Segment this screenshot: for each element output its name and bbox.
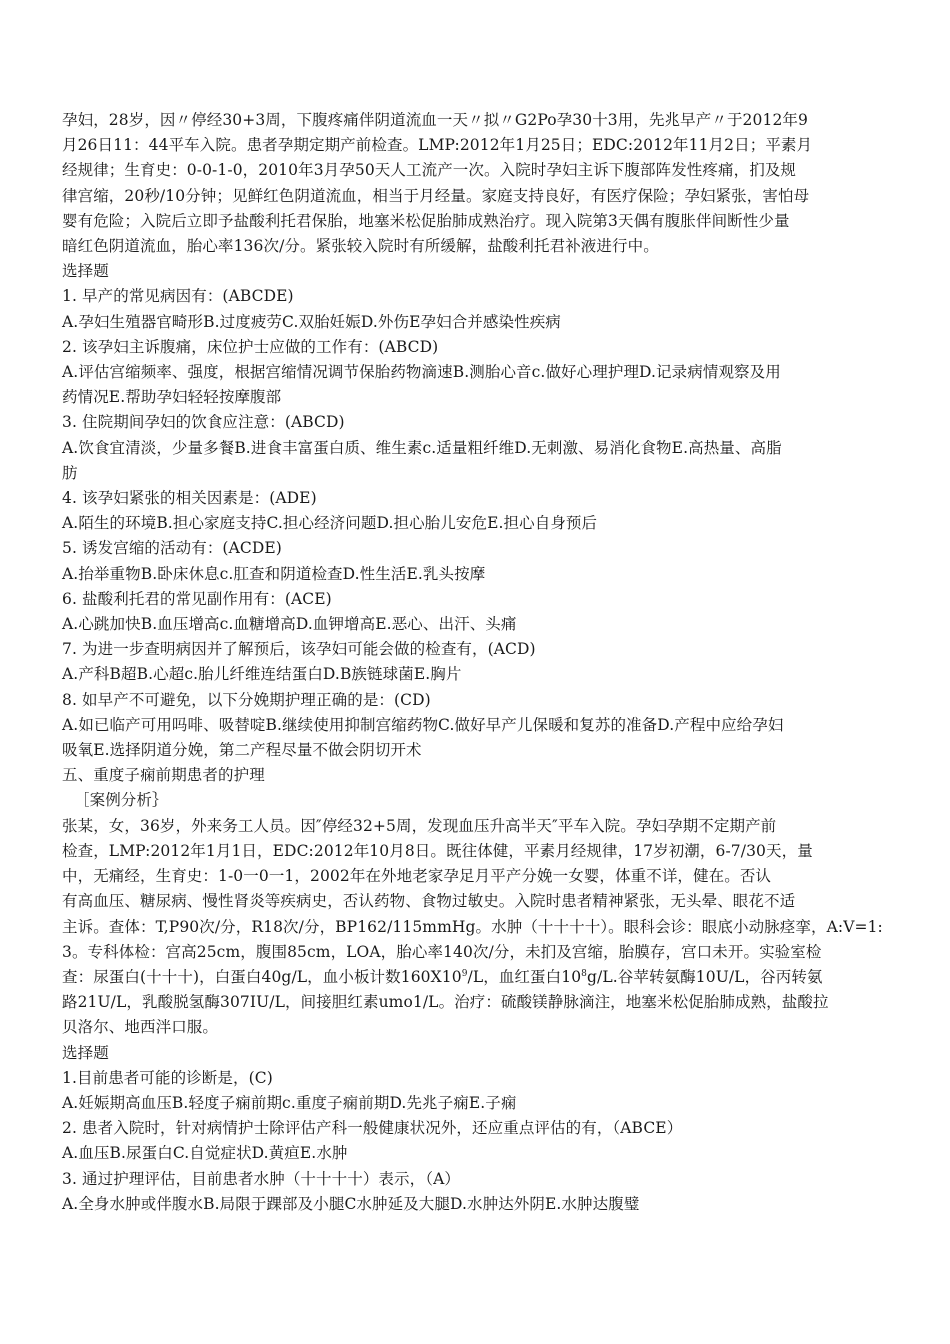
case2-line: 路21U/L，乳酸脱氢酶307IU/L，间接胆红素umo1/L。治疗：硫酸镁静脉滴注，地塞米松促胎肺成熟，盐酸拉 <box>62 993 829 1012</box>
question: 6. 盐酸利托君的常见副作用有：(ACE) <box>62 589 332 608</box>
answer-options: 吸氧E.选择阴道分娩，第二产程尽量不做会阴切开术 <box>62 741 422 760</box>
case1-line: 婴有危险；入院后立即予盐酸利托君保胎，地塞米松促胎肺成熟治疗。现入院第3天偶有腹胀伴间断性少量 <box>62 211 790 230</box>
question: 7. 为进一步查明病因并了解预后，该孕妇可能会做的检查有，(ACD) <box>62 640 536 659</box>
answer-options: A.陌生的环境B.担心家庭支持C.担心经济问题D.担心胎儿安危E.担心自身预后 <box>62 514 598 533</box>
answer-options: A.产科B超B.心超c.胎儿纤维连结蛋白D.B族链球菌E.胸片 <box>62 665 462 684</box>
lab-exponent: 9 <box>461 968 468 979</box>
answer-options: A.饮食宜清淡，少量多餐B.进食丰富蛋白质、维生素c.适量粗纤维D.无刺激、易消化食物E.高热量、高脂 <box>62 438 782 457</box>
case2-line: 3。专科体检：宫高25cm，腹围85cm，LOA，胎心率140次/分，未扪及宫缩，胎膜存，宫口未开。实验室检 <box>62 942 822 961</box>
lab-text: g/L.谷苹转氨酶10U/L，谷丙转氨 <box>587 967 823 986</box>
section-label: 选择题 <box>62 1043 109 1062</box>
answer-options: A.孕妇生殖器官畸形B.过度疲劳C.双胎妊娠D.外伤E孕妇合并感染性疾病 <box>62 312 561 331</box>
question: 3. 住院期间孕妇的饮食应注意：(ABCD) <box>62 413 345 432</box>
case2-line: 主诉。查体：T,P90次/分，R18次/分，BP162/115mmHg。水肿（十十十十）。眼科会诊：眼底小动脉痉挛，A:V=1: <box>62 917 883 936</box>
case1-line: 月26日11：44平车入院。患者孕期定期产前检查。LMP:2012年1月25日；EDC:2012年11月2日；平素月 <box>62 136 813 155</box>
question: 1. 早产的常见病因有：(ABCDE) <box>62 287 294 306</box>
case1-line: 经规律；生育史：0-0-1-0，2010年3月孕50天人工流产一次。入院时孕妇主诉下腹部阵发性疼痛，扪及规 <box>62 161 796 180</box>
section-label: 选择题 <box>62 262 109 281</box>
case2-line: 中，无痛经，生育史：1-0一0一1，2002年在外地老家孕足月平产分娩一女婴，体重不详，健在。否认 <box>62 867 772 886</box>
question: 5. 诱发宫缩的活动有：(ACDE) <box>62 539 282 558</box>
answer-options: A.如已临产可用吗啡、吸替啶B.继续使用抑制宫缩药物C.做好早产儿保暖和复苏的准备D.产程中应给孕妇 <box>62 715 784 734</box>
section-heading: 五、重度子痫前期患者的护理 <box>62 766 265 785</box>
answer-options: A.评估宫缩频率、强度，根据宫缩情况调节保胎药物滴速B.测胎心音c.做好心理护理D.记录病情观察及用 <box>62 363 781 382</box>
case2-line: 有高血压、糖尿病、慢性肾炎等疾病史，否认药物、食物过敏史。入院时患者精神紧张，无头晕、眼花不适 <box>62 892 796 911</box>
question: 8. 如早产不可避免，以下分娩期护理正确的是：(CD) <box>62 690 431 709</box>
lab-text: 查：尿蛋白(十十十)，白蛋白40g/L，血小板计数160X10 <box>62 967 462 986</box>
case2-line: 检查，LMP:2012年1月1日，EDC:2012年10月8日。既往体健，平素月经规律，17岁初潮，6-7/30天，量 <box>62 841 813 860</box>
case2-line: 贝洛尔、地西泮口服。 <box>62 1018 219 1037</box>
answer-options: A.血压B.尿蛋白C.自觉症状D.黄疸E.水肿 <box>62 1144 348 1163</box>
case1-line: 暗红色阴道流血，胎心率136次/分。紧张较入院时有所缓解，盐酸利托君补液进行中。 <box>62 237 659 256</box>
case1-line: 律宫缩，20秒/10分钟；见鲜红色阴道流血，相当于月经量。家庭支持良好，有医疗保险；孕妇紧张，害怕母 <box>62 186 810 205</box>
question: 2. 该孕妇主诉腹痛，床位护士应做的工作有：(ABCD) <box>62 337 439 356</box>
case1-questions <box>62 284 872 763</box>
answer-options: 药情况E.帮助孕妇轻轻按摩腹部 <box>62 388 282 407</box>
answer-options: A.心跳加快B.血压增高c.血糖增高D.血钾增高E.恶心、出汗、头痛 <box>62 615 517 634</box>
answer-options: A.全身水肿或伴腹水B.局限于踝部及小腿C水肿延及大腿D.水肿达外阴E.水肿达腹璧 <box>62 1194 640 1213</box>
case2-line: 张某，女，36岁，外来务工人员。因″停经32+5周，发现血压升高半天″平车入院。孕妇孕期不定期产前 <box>62 816 777 835</box>
answer-options: A.妊娠期高血压B.轻度子痫前期c.重度子痫前期D.先兆子痫E.子痫 <box>62 1093 517 1112</box>
case2-paragraph <box>62 814 883 1041</box>
lab-exponent: 8 <box>581 968 587 979</box>
case1-line: 孕妇，28岁，因〃停经30+3周，下腹疼痛伴阴道流血一天〃拟〃G2Po孕30十3用，先兆早产〃于2012年9 <box>62 111 808 129</box>
question: 3. 通过护理评估，目前患者水肿（十十十十）表示，（A） <box>62 1169 460 1188</box>
lab-text: /L，血红蛋白10 <box>467 967 582 986</box>
question: 4. 该孕妇紧张的相关因素是：(ADE) <box>62 489 317 508</box>
question: 2. 患者入院时，针对病情护士除评估产科一般健康状况外，还应重点评估的有，（ABCE） <box>62 1119 683 1138</box>
case-analysis-label: ［案例分析｝ <box>74 791 168 810</box>
answer-options: A.抬举重物B.卧床休息c.肛查和阴道检查D.性生活E.乳头按摩 <box>62 564 486 583</box>
case1-paragraph <box>62 108 872 259</box>
question: 1.目前患者可能的诊断是，(C) <box>62 1068 273 1087</box>
answer-options: 肪 <box>62 463 78 482</box>
case2-lab-line <box>62 965 872 990</box>
case2-questions <box>62 1066 872 1217</box>
